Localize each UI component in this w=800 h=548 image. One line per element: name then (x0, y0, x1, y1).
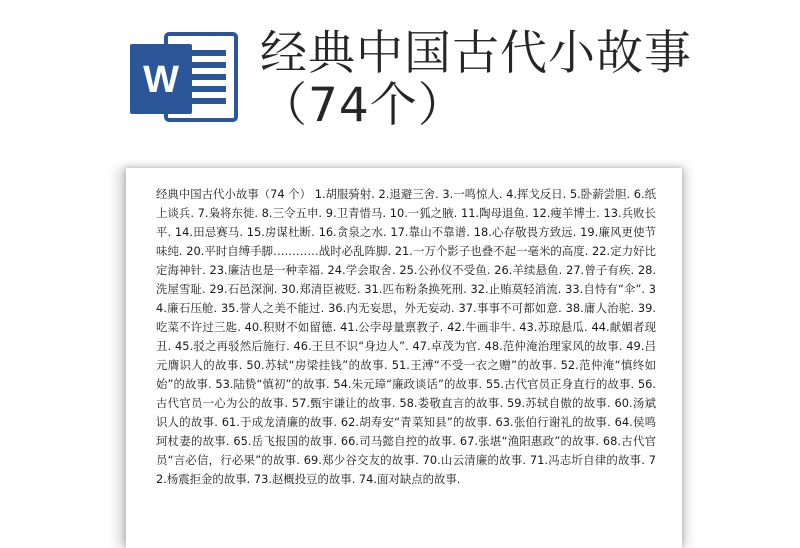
page-title (260, 28, 780, 132)
document-body-text: 经典中国古代小故事（74 个） 1.胡服骑射. 2.退避三舍. 3.一鸣惊人. 4.挥戈反日. 5.卧薪尝胆. 6.纸上谈兵. 7.枭将东徙. 8.三令五申. 9.卫青惜马. 10.一狐之腋. 11.陶母退鱼. 12.瘦羊博士. 13.兵败长平. 14.田忌赛马. 15.房谋杜断. 16.贪泉之水. 17.靠山不靠谱. 18.心存敬畏方致远. 19.廉风更使节味纯. 20.平时自缚手脚…………战时必乱阵脚. 21.一万个影子也叠不起一毫米的高度. 22.定力好比定海神针. 23.廉洁也是一种幸福. 24.学会取舍. 25.公孙仪不受鱼. 26.羊续悬鱼. 27.曾子有疾. 28.洗屋雪耻. 29.石邑深涧. 30.郑清臣被贬. 31.匹布粉条换死刑. 32.止贿莫轻消流. 33.自恃有“伞”. 34.廉石压舱. 35.誉人之美不能过. 36.内无妄思，外无妄动. 37.事事不可都如意. 38.庸人治驼. 39.吃菜不许过三匙. 40.积财不如留德. 41.公孛母量禀教子. 42.牛画非牛. 43.苏琼悬瓜. 44.献媚者现丑. 45.驳之再驳然后施行. 46.王旦不识“身边人”. 47.卓茂为官. 48.范仲淹治理家风的故事. 49.吕元膺识人的故事. 50.苏轼“房梁挂钱”的故事. 51.王溥“不受一衣之赠”的故事. 52.范仲淹“慎终如始”的故事. 53.陆贽“慎初”的故事. 54.朱元璋“廉政谈话”的故事. 55.古代官员正身直行的故事. 56.古代官员一心为公的故事. 57.甄宇谦让的故事. 58.娄敬直言的故事. 59.苏轼自傲的故事. 60.汤斌识人的故事. 61.于成龙清廉的故事. 62.胡寿安“青菜知县”的故事. 63.张伯行谢礼的故事. 64.侯鸣珂杖妻的故事. 65.岳飞报国的故事. 66.司马懿自控的故事. 67.张堪“渔阳惠政”的故事. 68.古代官员“言必信，行必果”的故事. 69.郑少谷交友的故事. 70.山云清廉的故事. 71.冯志圻自律的故事. 72.杨震拒金的故事. 73.赵概投豆的故事. 74.面对缺点的故事. (156, 187, 656, 486)
title-line-2: （74个） (260, 78, 466, 133)
title-line-1: 经典中国古代小故事 (260, 26, 692, 81)
word-document-icon (128, 30, 240, 126)
document-page (126, 168, 682, 548)
word-logo-letter: W (143, 59, 179, 101)
